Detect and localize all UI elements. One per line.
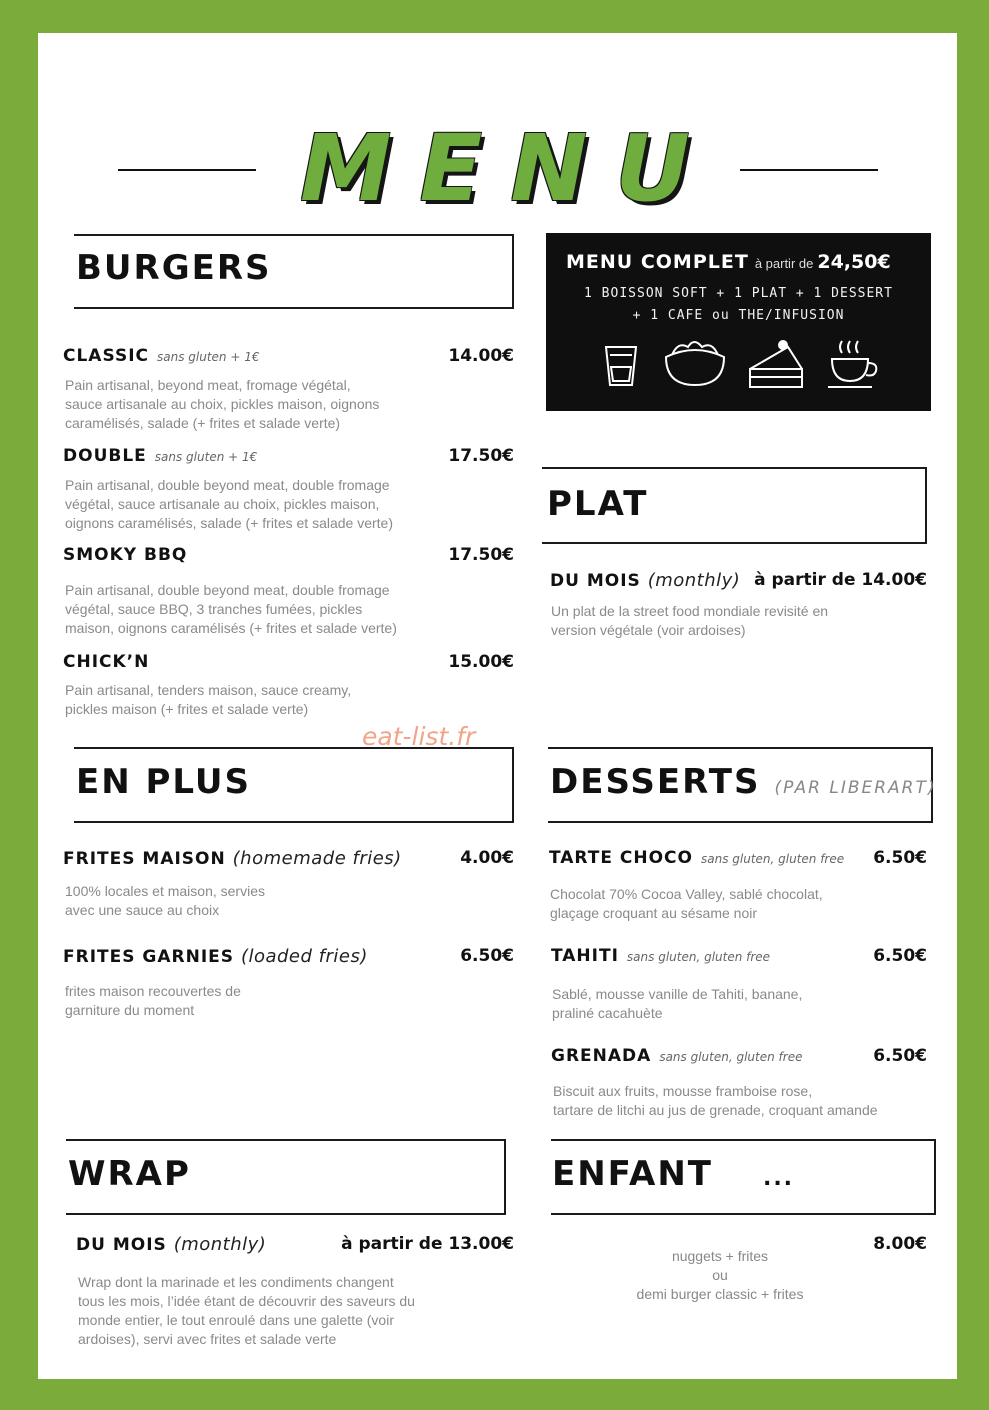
title-rule-left — [118, 169, 256, 171]
burger-double-desc: Pain artisanal, double beyond meat, double fromage végétal, sauce artisanale au choix, pickles maison, oignons caramélisés, salade (+ frites et salade verte) — [65, 477, 393, 531]
menu-complet-from: à partir de — [754, 256, 814, 271]
title-letter: N — [510, 114, 588, 222]
wrap-heading: WRAP — [68, 1154, 191, 1194]
dessert-tarte-choco-price: 6.50€ — [873, 848, 927, 868]
burger-chickn-name — [63, 652, 149, 672]
item-alt: (monthly) — [647, 570, 741, 591]
enfant-option-1: nuggets + frites — [671, 1248, 769, 1264]
enfant-heading — [552, 1154, 794, 1194]
burger-classic-desc: Pain artisanal, beyond meat, fromage végétal, sauce artisanale au choix, pickles maison, oignons caramélisés, salade (+ frites et salade verte) — [65, 377, 380, 431]
plat-du-mois-desc: Un plat de la street food mondiale revisité en version végétale (voir ardoises) — [551, 603, 829, 638]
enfant-dots: ... — [762, 1166, 795, 1191]
burger-double-price: 17.50€ — [448, 446, 514, 466]
item-name-text: GRENADA — [551, 1046, 652, 1066]
enfant-heading-text: ENFANT — [552, 1154, 713, 1194]
item-alt: (monthly) — [173, 1234, 267, 1255]
item-name-text: CHICK’N — [63, 652, 150, 672]
item-note: sans gluten + 1€ — [157, 350, 260, 364]
dessert-tahiti-desc: Sablé, mousse vanille de Tahiti, banane, praliné cacahuète — [552, 986, 803, 1021]
title-letter: U — [615, 114, 690, 222]
plat-du-mois-name — [550, 570, 740, 591]
desserts-heading — [550, 762, 937, 802]
frites-garnies-desc: frites maison recouvertes de garniture du moment — [65, 983, 241, 1018]
item-name-text: CLASSIC — [63, 346, 149, 366]
menu-complet-price: 24,50€ — [817, 251, 891, 273]
menu-complet-line1: 1 BOISSON SOFT + 1 PLAT + 1 DESSERT — [584, 286, 893, 301]
dessert-tahiti-name — [551, 946, 770, 966]
burger-smoky-bbq-price: 17.50€ — [448, 545, 514, 565]
wrap-du-mois-price: à partir de 13.00€ — [341, 1234, 514, 1254]
frites-maison-name — [63, 848, 402, 869]
burgers-heading: BURGERS — [76, 248, 272, 288]
burger-chickn-desc: Pain artisanal, tenders maison, sauce creamy, pickles maison (+ frites et salade verte) — [65, 682, 352, 717]
desserts-heading-text: DESSERTS — [550, 762, 761, 802]
menu-complet-header — [566, 251, 891, 273]
menu-complet-line2: + 1 CAFE ou THE/INFUSION — [632, 308, 845, 323]
item-name-text: DOUBLE — [63, 446, 147, 466]
title-letter: E — [419, 114, 483, 222]
item-note: sans gluten, gluten free — [700, 852, 845, 866]
dessert-tarte-choco-desc: Chocolat 70% Cocoa Valley, sablé chocolat, glaçage croquant au sésame noir — [550, 886, 823, 921]
menu-title — [300, 114, 690, 222]
item-note: sans gluten, gluten free — [659, 1050, 803, 1064]
title-rule-right — [740, 169, 878, 171]
coffee-cup-icon — [828, 341, 876, 387]
enfant-price: 8.00€ — [873, 1234, 927, 1254]
menu-complet-box — [546, 233, 931, 411]
en-plus-heading: EN PLUS — [76, 762, 251, 802]
burger-classic-name — [63, 346, 259, 366]
item-alt: (homemade fries) — [232, 848, 402, 869]
item-name-text: DU MOIS — [76, 1235, 167, 1255]
item-name-text: FRITES GARNIES — [63, 947, 235, 967]
wrap-du-mois-name — [76, 1234, 266, 1255]
dessert-grenada-name — [551, 1046, 802, 1066]
burger-smoky-bbq-name — [63, 545, 187, 565]
frites-maison-desc: 100% locales et maison, servies avec une sauce au choix — [65, 883, 265, 918]
watermark-text: eat-list.fr — [362, 722, 476, 751]
dessert-tarte-choco-name — [549, 848, 844, 868]
item-name-text: FRITES MAISON — [63, 849, 226, 869]
frites-garnies-price: 6.50€ — [460, 946, 514, 966]
item-name-text: TAHITI — [551, 946, 619, 966]
menu-complet-title: MENU COMPLET — [566, 251, 749, 273]
enfant-desc — [600, 1247, 840, 1304]
item-note: sans gluten + 1€ — [154, 450, 258, 464]
plat-du-mois-price: à partir de 14.00€ — [754, 570, 927, 590]
item-name-text: DU MOIS — [550, 571, 641, 591]
plat-heading: PLAT — [547, 484, 649, 524]
burger-smoky-bbq-desc: Pain artisanal, double beyond meat, double fromage végétal, sauce BBQ, 3 tranches fumées, pickles maison, oignons caramélisés (+ frites et salade verte) — [65, 582, 397, 636]
salad-bowl-icon — [666, 342, 724, 385]
item-note: sans gluten, gluten free — [626, 950, 771, 964]
dessert-tahiti-price: 6.50€ — [873, 946, 927, 966]
glass-icon — [606, 347, 636, 385]
desserts-subheading: (PAR LIBERART) — [774, 778, 937, 798]
item-name-text: TARTE CHOCO — [549, 848, 693, 868]
enfant-option-2: demi burger classic + frites — [636, 1286, 804, 1302]
frites-garnies-name — [63, 946, 368, 967]
frites-maison-price: 4.00€ — [460, 848, 514, 868]
dessert-grenada-desc: Biscuit aux fruits, mousse framboise rose, tartare de litchi au jus de grenade, croquant amande — [553, 1083, 878, 1118]
enfant-or: ou — [712, 1267, 728, 1283]
item-name-text: SMOKY BBQ — [63, 545, 188, 565]
wrap-du-mois-desc: Wrap dont la marinade et les condiments changent tous les mois, l’idée étant de découvrir des saveurs du monde entier, le tout enroulé dans une galette (voir ardoises), servi avec frites et salade verte — [78, 1274, 415, 1347]
burger-double-name — [63, 446, 257, 466]
dessert-grenada-price: 6.50€ — [873, 1046, 927, 1066]
cake-slice-icon — [750, 341, 802, 387]
burger-chickn-price: 15.00€ — [448, 652, 514, 672]
item-alt: (loaded fries) — [240, 946, 368, 967]
menu-complet-icons — [598, 333, 888, 393]
title-letter: M — [300, 114, 392, 222]
burger-classic-price: 14.00€ — [448, 346, 514, 366]
